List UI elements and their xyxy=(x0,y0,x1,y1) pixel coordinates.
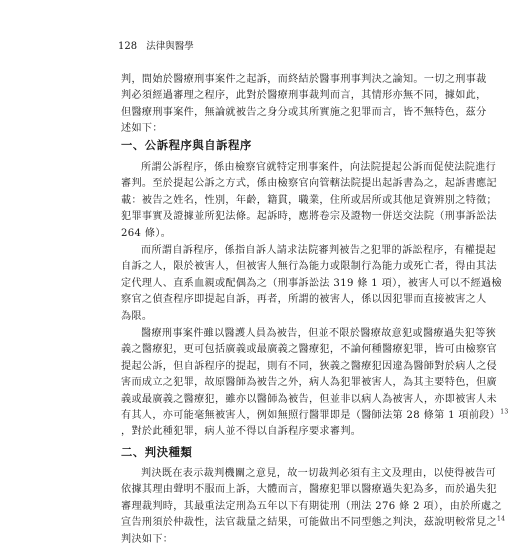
text-line: 醫療刑事案件雖以醫護人員為被告，但並不限於醫療故意犯或醫療過失犯等狹 xyxy=(141,328,497,339)
text-line: 而所謂自訴程序，係指自訴人請求法院審判被告之犯罪的訴訟程序，有權提起 xyxy=(141,245,497,256)
text-line-with-footnote xyxy=(121,515,506,531)
text-line: 判決既在表示裁判機關之意見，故一切裁判必須有主文及理由，以使得被告可 xyxy=(141,468,497,479)
text-line: 述如下： xyxy=(121,123,163,135)
page-number: 128 xyxy=(118,41,138,52)
text-line: 察官之偵查程序即提起自訴，再者，所謂的被害人，係以因犯罪而直接被害之人 xyxy=(121,294,487,306)
text-line: 判，間始於醫療刑事案件之起訴，而終結於醫事刑事判決之論知。一切之刑事裁 xyxy=(121,74,487,85)
text-line: 審理裁判時，其最重法定刑為五年以下有期徒刑（刑法 276 條 2 項），由於所處之 xyxy=(121,500,502,512)
footnote-marker: 13 xyxy=(500,408,509,416)
section1-paragraph-1 xyxy=(121,160,497,242)
text-line: 判必須經過審理之程序，此對於醫療刑事裁判而言，其情形亦無不同，據如此， xyxy=(121,90,487,102)
section2-paragraph-1 xyxy=(121,466,506,548)
text-line: 義或最廣義之醫療犯，雖亦以醫師為被告，但並非以病人為被害人，亦即被害人未 xyxy=(121,393,497,405)
book-title: 法律與醫學 xyxy=(146,41,194,52)
section-heading: 二、判決種類 xyxy=(121,446,193,459)
text-line: ，對於此種犯罪，病人並不得以自訴程序要求審判。 xyxy=(121,426,362,438)
text-line: 依據其理由聲明不服而上訴，大體而言，醫療犯罪以醫療過失犯為多，而於過失犯 xyxy=(121,484,497,496)
text-line: 提起公訴，但自訴程序的提起，則有不同，狹義之醫療犯因違為醫師對於病人之侵 xyxy=(121,360,497,372)
text-line: 264 條）。 xyxy=(121,227,172,239)
text-line: 為限。 xyxy=(121,310,153,322)
text-line: 犯罪事實及證據並所犯法條。起訴時，應將卷宗及證物一併送交法院（刑事訴訟法 xyxy=(121,211,497,223)
text-line: 義之醫療犯，更可包括廣義或最廣義之醫療犯，不論何種醫療犯罪，皆可由檢察官 xyxy=(121,344,497,356)
text-line: 害而成立之犯罪，故原醫師為被告之外，病人為犯罪被害人，為其主要特色，但廣 xyxy=(121,377,497,389)
text-line: 判決如下： xyxy=(121,533,174,545)
running-head xyxy=(118,41,194,53)
text-line: 但醫療刑事案件，無論就被告之身分或其所實施之犯罪而言，皆不無特色，茲分 xyxy=(121,106,487,118)
text-line-with-footnote xyxy=(121,408,509,424)
text-line-content: 有其人，亦可能毫無被害人，例如無照行醫罪即是（醫師法第 28 條第 1 項前段） xyxy=(121,409,501,421)
text-line: 載：被告之姓名，性別，年齡，籍貫，職業，住所或居所或其他足資辨別之特徵； xyxy=(121,194,497,206)
text-line: 審判。至於提起公訴之方式，係由檢察官向管轄法院提出起訴書為之，起訴書應記 xyxy=(121,178,497,190)
section-heading: 一、公訴程序與自訴程序 xyxy=(121,139,252,152)
text-line-content: 宣告刑須於仲裁性，法官裁量之結果，可能做出不同型態之判決，茲說明較常見之 xyxy=(121,517,497,529)
text-line: 定代理人、直系血親或配偶為之（刑事訴訟法 319 條 1 項），被害人可以不經過檢 xyxy=(121,277,502,289)
footnote-marker: 14 xyxy=(496,515,506,523)
section1-paragraph-3 xyxy=(121,326,509,441)
text-line: 自訴之人，限於被害人，但被害人無行為能力或限制行為能力或死亡者，得由其法 xyxy=(121,261,497,273)
intro-paragraph xyxy=(121,72,487,138)
text-line: 所謂公訴程序，係由檢察官就特定刑事案件，向法院提起公訴而促使法院進行 xyxy=(141,162,497,173)
section1-paragraph-2 xyxy=(121,243,502,325)
